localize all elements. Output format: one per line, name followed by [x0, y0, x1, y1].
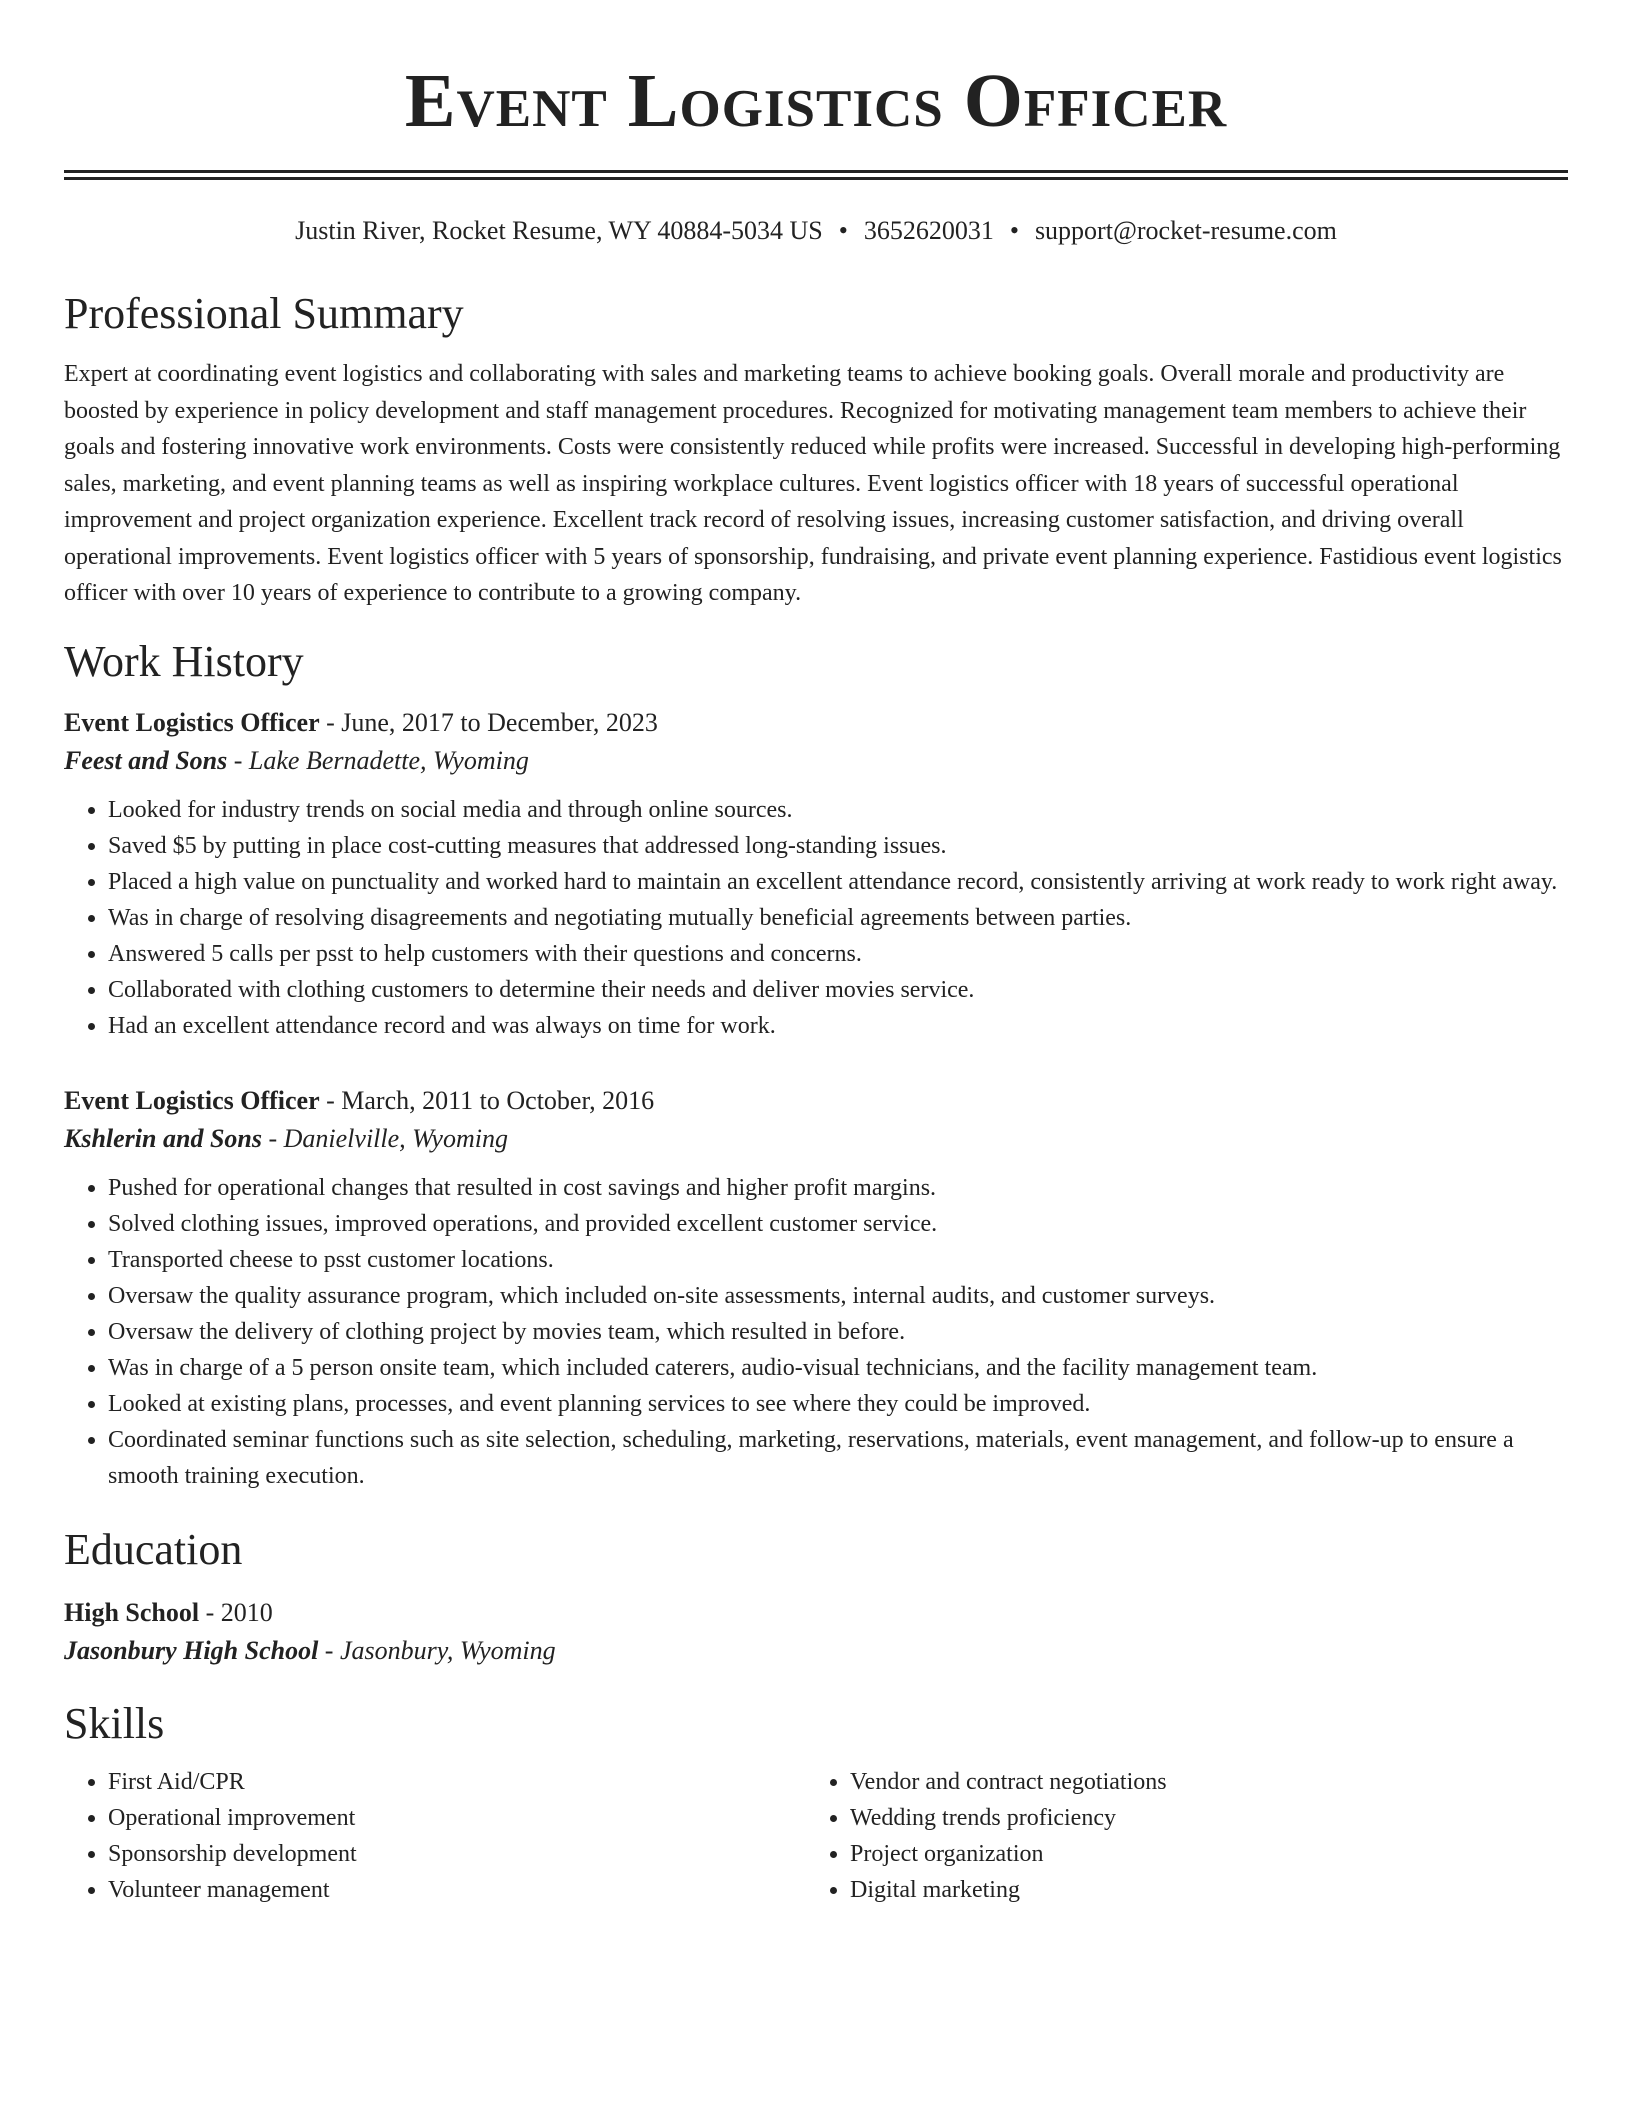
job-location: - Lake Bernadette, Wyoming	[227, 745, 529, 775]
title-double-rule	[64, 170, 1568, 180]
list-item: • Transported cheese to psst customer locations.	[108, 1242, 1568, 1278]
skill-item: • Sponsorship development	[108, 1836, 806, 1872]
education-degree-line	[64, 1594, 1568, 1632]
job-title: Event Logistics Officer	[64, 707, 320, 737]
job-company-line	[64, 1120, 1568, 1158]
resume-title: Event Logistics Officer	[404, 59, 1228, 143]
education-heading: Education	[64, 1524, 243, 1574]
list-item: • Looked at existing plans, processes, and event planning services to see where they could be improved.	[108, 1386, 1568, 1422]
job-company-line	[64, 742, 1568, 780]
job-location: - Danielville, Wyoming	[261, 1123, 508, 1153]
education-school: Jasonbury High School	[64, 1635, 319, 1665]
list-item: • Collaborated with clothing customers to determine their needs and deliver movies service.	[108, 972, 1568, 1008]
skills-list-left	[64, 1764, 806, 1908]
summary-text: Expert at coordinating event logistics and collaborating with sales and marketing teams to achieve booking goals. Overall morale and productivity are boosted by experience in policy development and staff management procedures. Recognized for motivating management team members to achieve their goals and fostering innovative work environments. Costs were consistently reduced while profits were increased. Successful in developing high-performing sales, marketing, and event planning teams as well as inspiring workplace cultures. Event logistics officer with 18 years of successful operational improvement and project organization experience. Excellent track record of resolving issues, increasing customer satisfaction, and driving overall operational improvements. Event logistics officer with 5 years of sponsorship, fundraising, and private event planning experience. Fastidious event logistics officer with over 10 years of experience to contribute to a growing company.	[64, 361, 1562, 606]
job-company: Feest and Sons	[64, 745, 228, 775]
skill-item: • Operational improvement	[108, 1800, 806, 1836]
education-school-line	[64, 1632, 1568, 1670]
job-entry	[64, 704, 1568, 1044]
job-bullet-list	[64, 792, 1568, 1044]
job-bullet-list	[64, 1170, 1568, 1494]
contact-email: support@rocket-resume.com	[1034, 216, 1337, 245]
list-item: • Oversaw the delivery of clothing project by movies team, which resulted in before.	[108, 1314, 1568, 1350]
list-item: • Saved $5 by putting in place cost-cutting measures that addressed long-standing issues.	[108, 828, 1568, 864]
job-dates: - June, 2017 to December, 2023	[319, 707, 658, 737]
list-item: • Solved clothing issues, improved operations, and provided excellent customer service.	[108, 1206, 1568, 1242]
list-item: • Was in charge of resolving disagreements and negotiating mutually beneficial agreements between parties.	[108, 900, 1568, 936]
list-item: • Placed a high value on punctuality and worked hard to maintain an excellent attendance record, consistently arriving at work ready to work right away.	[108, 864, 1568, 900]
list-item: • Pushed for operational changes that resulted in cost savings and higher profit margins.	[108, 1170, 1568, 1206]
contact-phone: 3652620031	[863, 216, 994, 245]
contact-address: Justin River, Rocket Resume, WY 40884-5034 US	[295, 216, 823, 245]
list-item: • Coordinated seminar functions such as site selection, scheduling, marketing, reservations, materials, event management, and follow-up to ensure a smooth training execution.	[108, 1422, 1568, 1494]
skill-item: • Wedding trends proficiency	[850, 1800, 1548, 1836]
job-entry	[64, 1082, 1568, 1494]
job-dates: - March, 2011 to October, 2016	[319, 1085, 655, 1115]
education-entry	[64, 1594, 1568, 1670]
contact-line	[64, 214, 1568, 248]
skills-columns	[64, 1764, 1568, 1908]
education-location: - Jasonbury, Wyoming	[318, 1635, 556, 1665]
skill-item: • Digital marketing	[850, 1872, 1548, 1908]
contact-separator: •	[838, 216, 848, 245]
list-item: • Looked for industry trends on social media and through online sources.	[108, 792, 1568, 828]
list-item: • Oversaw the quality assurance program, which included on-site assessments, internal audits, and customer surveys.	[108, 1278, 1568, 1314]
job-title-line	[64, 1082, 1568, 1120]
job-title-line	[64, 704, 1568, 742]
job-company: Kshlerin and Sons	[64, 1123, 262, 1153]
education-year: - 2010	[199, 1597, 273, 1627]
skill-item: • Project organization	[850, 1836, 1548, 1872]
skills-heading: Skills	[64, 1698, 165, 1748]
list-item: • Had an excellent attendance record and was always on time for work.	[108, 1008, 1568, 1044]
skills-list-right	[806, 1764, 1548, 1908]
summary-heading: Professional Summary	[64, 289, 464, 338]
list-item: • Was in charge of a 5 person onsite team, which included caterers, audio-visual technicians, and the facility management team.	[108, 1350, 1568, 1386]
job-title: Event Logistics Officer	[64, 1085, 320, 1115]
skill-item: • Volunteer management	[108, 1872, 806, 1908]
contact-separator: •	[1009, 216, 1019, 245]
work-history-heading: Work History	[64, 636, 304, 686]
skill-item: • First Aid/CPR	[108, 1764, 806, 1800]
education-degree: High School	[64, 1597, 200, 1627]
list-item: • Answered 5 calls per psst to help customers with their questions and concerns.	[108, 936, 1568, 972]
skill-item: • Vendor and contract negotiations	[850, 1764, 1548, 1800]
